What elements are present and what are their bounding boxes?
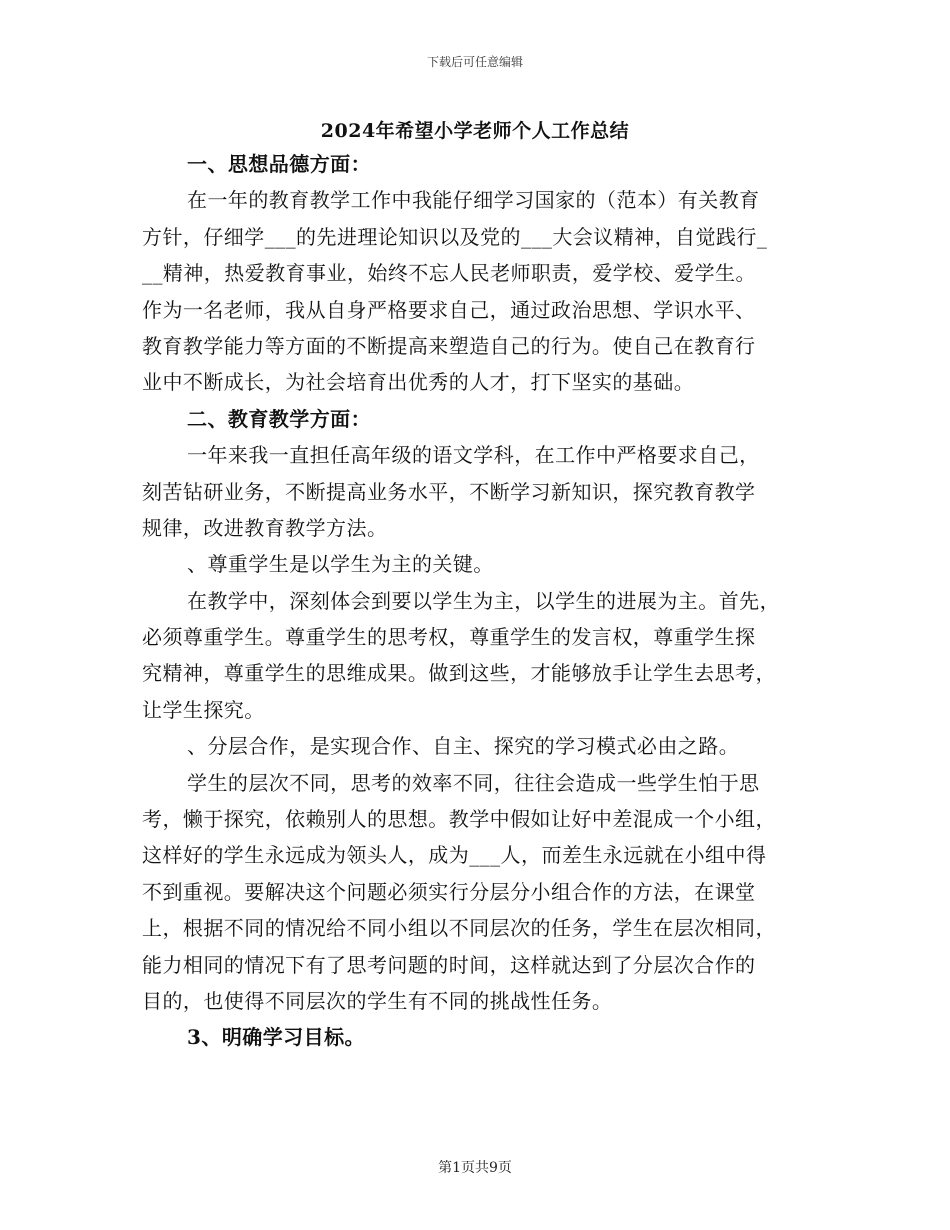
paragraph-line: 这样好的学生永远成为领头人，成为___人，而差生永远就在小组中得 [142, 843, 767, 868]
section-heading-ideology: 一、思想品德方面： [187, 152, 372, 176]
paragraph-line: 让学生探究。 [142, 697, 265, 722]
paragraph-line: 在一年的教育教学工作中我能仔细学习国家的（范本）有关教育 [187, 188, 760, 213]
subheading-respect-students: 、尊重学生是以学生为主的关键。 [187, 552, 494, 577]
paragraph-line: 不到重视。要解决这个问题必须实行分层分小组合作的方法，在课堂 [142, 879, 756, 904]
paragraph-line: 学生的层次不同，思考的效率不同，往往会造成一些学生怕于思 [187, 770, 760, 795]
document-body [142, 146, 810, 1056]
header-note: 下载后可任意编辑 [426, 55, 523, 69]
subheading-layered-cooperation: 、分层合作，是实现合作、自主、探究的学习模式必由之路。 [187, 734, 740, 759]
paragraph-line: 规律，改进教育教学方法。 [142, 515, 388, 540]
page-number: 第1页共9页 [438, 1160, 512, 1176]
section-heading-teaching: 二、教育教学方面： [187, 406, 372, 431]
paragraph-line: 考，懒于探究，依赖别人的思想。教学中假如让好中差混成一个小组， [142, 807, 776, 832]
paragraph-line: 上，根据不同的情况给不同小组以不同层次的任务，学生在层次相同， [142, 916, 776, 941]
paragraph-line: 作为一名老师，我从自身严格要求自己，通过政治思想、学识水平、 [142, 297, 756, 322]
paragraph-line: 目的，也使得不同层次的学生有不同的挑战性任务。 [142, 988, 613, 1013]
paragraph-line: 必须尊重学生。尊重学生的思考权，尊重学生的发言权，尊重学生探 [142, 625, 756, 650]
paragraph-line: 刻苦钻研业务，不断提高业务水平，不断学习新知识，探究教育教学 [142, 479, 756, 504]
document-title: 2024年希望小学老师个人工作总结 [320, 120, 630, 142]
paragraph-line: 一年来我一直担任高年级的语文学科，在工作中严格要求自己， [187, 443, 760, 468]
subheading-learning-goals: 3、明确学习目标。 [187, 1025, 365, 1050]
paragraph-line: __精神，热爱教育事业，始终不忘人民老师职责，爱学校、爱学生。 [142, 261, 756, 286]
paragraph-line: 在教学中，深刻体会到要以学生为主，以学生的进展为主。首先， [187, 588, 781, 613]
paragraph-line: 究精神，尊重学生的思维成果。做到这些，才能够放手让学生去思考， [142, 661, 776, 686]
paragraph-line: 业中不断成长，为社会培育出优秀的人才，打下坚实的基础。 [142, 370, 695, 395]
paragraph-line: 能力相同的情况下有了思考问题的时间，这样就达到了分层次合作的 [142, 952, 756, 977]
paragraph-line: 教育教学能力等方面的不断提高来塑造自己的行为。使自己在教育行 [142, 333, 756, 358]
paragraph-line: 方针，仔细学___的先进理论知识以及党的___大会议精神，自觉践行_ [142, 224, 768, 249]
